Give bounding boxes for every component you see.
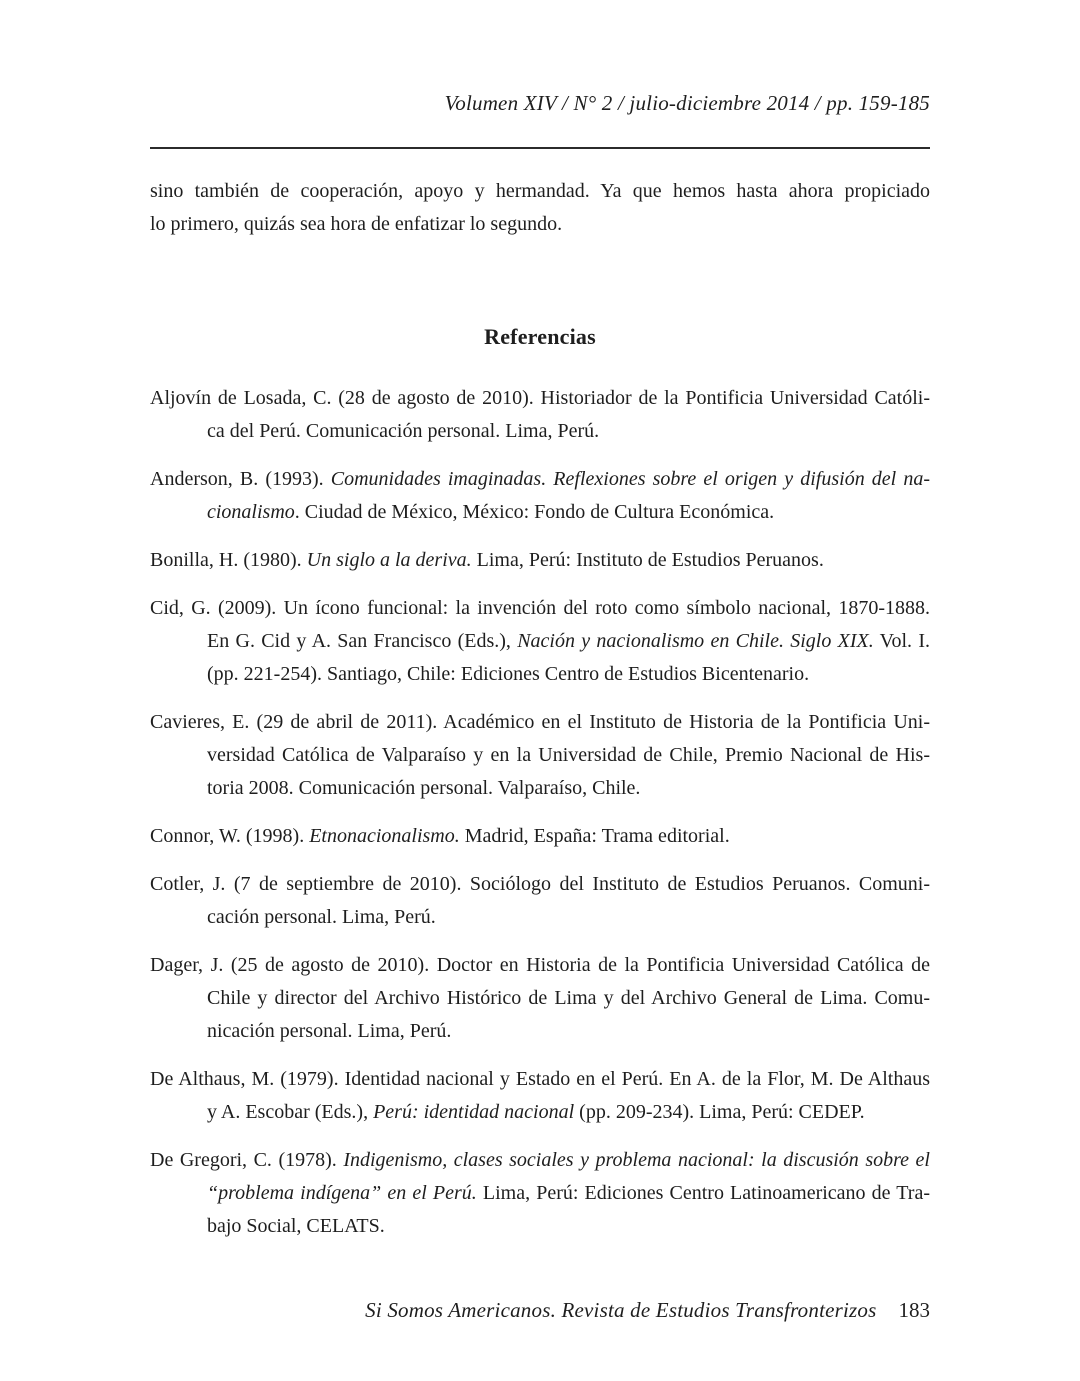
reference-entry: [150, 706, 930, 805]
reference-line: [150, 382, 930, 415]
reference-text: Vol. I.: [873, 630, 930, 652]
references-list: [150, 382, 930, 1243]
reference-line: [150, 1015, 930, 1048]
reference-line: [150, 772, 930, 805]
header-rule-divider: [150, 147, 930, 149]
reference-line: [150, 820, 930, 853]
reference-text: ca del Perú. Comunicación personal. Lima, Perú.: [207, 420, 600, 442]
reference-line: [150, 868, 930, 901]
reference-line: [150, 901, 930, 934]
reference-text-italic: Nación y nacionalismo en Chile. Siglo XIX.: [517, 630, 874, 652]
intro-line: lo primero, quizás sea hora de enfatizar lo segundo.: [150, 213, 563, 235]
reference-line: [150, 658, 930, 691]
reference-entry: [150, 868, 930, 934]
reference-text: bajo Social, CELATS.: [207, 1215, 385, 1237]
content-column: [150, 0, 930, 1258]
reference-text: Dager, J. (25 de agosto de 2010). Doctor en Historia de la Pontificia Universidad Católica de: [150, 954, 930, 976]
reference-text: En G. Cid y A. San Francisco (Eds.),: [207, 630, 518, 652]
reference-line: [150, 1063, 930, 1096]
reference-text: (pp. 221-254). Santiago, Chile: Ediciones Centro de Estudios Bicentenario.: [207, 663, 810, 685]
reference-entry: [150, 463, 930, 529]
reference-entry: [150, 820, 930, 853]
reference-text-italic: Un siglo a la deriva.: [306, 549, 472, 571]
reference-text-italic: Indigenismo, clases sociales y problema nacional: la discusión sobre el: [343, 1149, 930, 1171]
reference-text: Cid, G. (2009). Un ícono funcional: la invención del roto como símbolo nacional, 1870-1888.: [150, 597, 930, 619]
intro-line: sino también de cooperación, apoyo y hermandad. Ya que hemos hasta ahora propiciado: [150, 180, 930, 202]
reference-line: [150, 415, 930, 448]
reference-entry: [150, 1063, 930, 1129]
reference-text-italic: Comunidades imaginadas. Reflexiones sobre el origen y difusión del na-: [330, 468, 930, 490]
reference-text: toria 2008. Comunicación personal. Valparaíso, Chile.: [207, 777, 641, 799]
reference-text: Aljovín de Losada, C. (28 de agosto de 2010). Historiador de la Pontificia Universidad Católi-: [150, 387, 930, 409]
reference-text: De Gregori, C. (1978).: [150, 1149, 344, 1171]
page-footer: [150, 1294, 930, 1327]
reference-entry: [150, 382, 930, 448]
reference-line: [150, 592, 930, 625]
reference-line: [150, 739, 930, 772]
footer-journal-title: Si Somos Americanos. Revista de Estudios Transfronterizos: [365, 1298, 877, 1322]
reference-text: cación personal. Lima, Perú.: [207, 906, 436, 928]
reference-text: Connor, W. (1998).: [150, 825, 310, 847]
reference-text: Cavieres, E. (29 de abril de 2011). Académico en el Instituto de Historia de la Pontificia Uni-: [150, 711, 930, 733]
reference-text: Chile y director del Archivo Histórico de Lima y del Archivo General de Lima. Comu-: [207, 987, 930, 1009]
reference-line: [150, 625, 930, 658]
reference-text-italic: Etnonacionalismo.: [309, 825, 460, 847]
reference-line: [150, 544, 930, 577]
reference-line: [150, 949, 930, 982]
reference-text: Madrid, España: Trama editorial.: [459, 825, 730, 847]
reference-text: nicación personal. Lima, Perú.: [207, 1020, 452, 1042]
reference-line: [150, 1210, 930, 1243]
reference-text: . Ciudad de México, México: Fondo de Cultura Económica.: [294, 501, 775, 523]
reference-text: Cotler, J. (7 de septiembre de 2010). Sociólogo del Instituto de Estudios Peruanos. Comuni-: [150, 873, 930, 895]
reference-entry: [150, 1144, 930, 1243]
reference-entry: [150, 949, 930, 1048]
reference-text-italic: “problema indígena” en el Perú.: [207, 1182, 477, 1204]
reference-text-italic: cionalismo: [207, 501, 295, 523]
references-heading: Referencias: [484, 324, 596, 349]
reference-text: versidad Católica de Valparaíso y en la Universidad de Chile, Premio Nacional de His-: [207, 744, 930, 766]
reference-line: [150, 463, 930, 496]
reference-line: [150, 1096, 930, 1129]
intro-paragraph: [150, 175, 930, 241]
reference-line: [150, 1177, 930, 1210]
page-header-volume-line: Volumen XIV / N° 2 / julio-diciembre 2014 / pp. 159-185: [444, 91, 930, 115]
reference-text: Lima, Perú: Instituto de Estudios Peruanos.: [471, 549, 824, 571]
reference-line: [150, 706, 930, 739]
reference-entry: [150, 592, 930, 691]
reference-line: [150, 1144, 930, 1177]
reference-entry: [150, 544, 930, 577]
reference-text: Anderson, B. (1993).: [150, 468, 331, 490]
reference-text: Lima, Perú: Ediciones Centro Latinoamericano de Tra-: [476, 1182, 930, 1204]
reference-text: De Althaus, M. (1979). Identidad nacional y Estado en el Perú. En A. de la Flor, M. De Althaus: [150, 1068, 930, 1090]
reference-text: y A. Escobar (Eds.),: [207, 1101, 374, 1123]
reference-line: [150, 496, 930, 529]
reference-text-italic: Perú: identidad nacional: [373, 1101, 575, 1123]
footer-page-number: 183: [898, 1298, 930, 1322]
reference-line: [150, 982, 930, 1015]
reference-text: Bonilla, H. (1980).: [150, 549, 307, 571]
reference-text: (pp. 209-234). Lima, Perú: CEDEP.: [574, 1101, 865, 1123]
